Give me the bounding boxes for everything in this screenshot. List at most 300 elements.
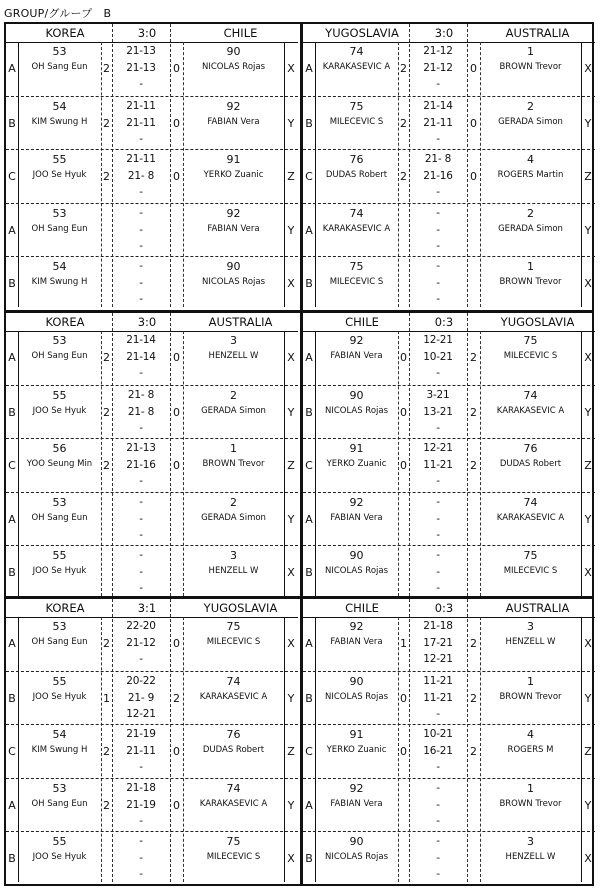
game1-score: -	[139, 835, 143, 847]
player1-games-won: 2	[400, 116, 407, 130]
player2-slot: X	[584, 637, 592, 650]
game1-score: -	[436, 549, 440, 561]
player2-name: NICOLAS Rojas	[201, 277, 266, 287]
player1-slot: C	[8, 745, 16, 758]
game3-score: -	[139, 868, 143, 880]
game1-score: 21- 8	[424, 153, 452, 165]
player1-name: JOO Se Hyuk	[32, 566, 87, 576]
game1-score: -	[139, 206, 143, 219]
player2-games-won: 0	[173, 62, 180, 75]
match-row	[6, 256, 298, 310]
player2-number: 91	[226, 153, 241, 166]
team2-name: YUGOSLAVIA	[203, 601, 278, 615]
player1-number: 90	[349, 388, 364, 402]
player1-games-won: 0	[400, 351, 407, 364]
player1-name: KARAKASEVIC A	[322, 62, 391, 72]
game1-score: 21-13	[126, 442, 156, 454]
player2-slot: Y	[584, 512, 592, 526]
player2-name: HENZELL W	[505, 852, 556, 862]
player1-name: OH Sang Eun	[31, 62, 88, 72]
game3-score: -	[436, 293, 440, 305]
player2-number: 74	[523, 495, 538, 509]
game2-score: -	[139, 512, 143, 525]
player1-number: 75	[349, 260, 364, 273]
player2-games-won: 2	[173, 691, 180, 705]
player2-slot: Z	[584, 459, 592, 472]
player1-slot: B	[305, 116, 313, 130]
player2-games-won: 2	[470, 637, 477, 650]
player2-games-won: 0	[173, 351, 180, 364]
player1-slot: B	[305, 566, 313, 579]
game3-score: -	[436, 78, 440, 90]
player1-number: 92	[349, 495, 364, 509]
player1-number: 55	[52, 153, 67, 166]
player2-name: BROWN Trevor	[499, 62, 562, 72]
player1-slot: B	[8, 277, 16, 290]
player1-slot: A	[8, 637, 16, 650]
game2-score: 16-21	[423, 745, 453, 757]
player2-number: 2	[230, 495, 237, 509]
game2-score: 21-12	[423, 62, 453, 74]
game3-score: -	[436, 367, 440, 379]
player1-number: 56	[52, 442, 67, 455]
player1-number: 76	[349, 153, 364, 166]
player2-name: GERADA Simon	[201, 405, 266, 416]
match-row	[303, 545, 595, 599]
player2-number: 2	[527, 206, 534, 220]
results-table	[4, 22, 594, 886]
match-right	[303, 599, 595, 882]
game2-score: 11-21	[423, 691, 453, 704]
player1-number: 90	[349, 674, 364, 688]
player1-name: DUDAS Robert	[325, 170, 388, 180]
player2-slot: Y	[287, 798, 295, 812]
game1-score: -	[139, 549, 143, 561]
player1-games-won: 2	[103, 459, 110, 472]
player2-name: DUDAS Robert	[499, 459, 562, 469]
player2-slot: Y	[287, 691, 295, 705]
player1-name: YOO Seung Min	[26, 459, 93, 469]
player2-name: MILECEVIC S	[206, 637, 261, 647]
match-section	[6, 313, 592, 596]
player2-slot: X	[287, 62, 295, 75]
player1-slot: C	[8, 170, 16, 183]
player1-number: 53	[52, 334, 67, 347]
player1-name: MILECEVIC S	[329, 116, 384, 127]
player2-name: KARAKASEVIC A	[496, 405, 565, 416]
player2-name: BROWN Trevor	[499, 691, 562, 702]
player1-games-won: 2	[103, 745, 110, 758]
player1-number: 55	[52, 835, 67, 848]
game3-score: -	[436, 475, 440, 487]
match-row	[303, 42, 595, 95]
player2-slot: X	[584, 566, 592, 579]
player1-games-won: 1	[103, 691, 110, 705]
game2-score: 21-16	[423, 170, 453, 182]
player1-name: KIM Swung H	[31, 745, 88, 755]
game1-score: -	[139, 495, 143, 508]
game1-score: 21- 8	[127, 388, 155, 401]
player1-name: YERKO Zuanic	[326, 745, 387, 755]
player1-number: 53	[52, 495, 67, 509]
player1-name: OH Sang Eun	[31, 798, 88, 809]
player2-number: 1	[527, 674, 534, 688]
player2-slot: X	[287, 852, 295, 865]
match-row	[6, 331, 298, 384]
match-header	[303, 313, 595, 332]
game2-score: 21-14	[126, 351, 156, 363]
match-header	[6, 599, 298, 618]
game3-score: -	[139, 814, 143, 827]
match-header	[6, 24, 298, 43]
player1-slot: A	[8, 798, 16, 812]
game3-score: -	[436, 814, 440, 827]
player1-name: JOO Se Hyuk	[32, 691, 87, 702]
player2-name: YERKO Zuanic	[203, 170, 264, 180]
game2-score: 13-21	[423, 405, 453, 418]
match-row	[303, 385, 595, 439]
player2-name: BROWN Trevor	[499, 277, 562, 287]
player2-games-won: 0	[470, 170, 477, 183]
game1-score: 21-12	[423, 45, 453, 57]
game3-score: -	[436, 761, 440, 773]
game1-score: 12-21	[423, 334, 453, 346]
player2-name: MILECEVIC S	[503, 351, 558, 361]
player1-slot: A	[305, 798, 313, 812]
player2-number: 75	[226, 620, 241, 633]
player2-name: HENZELL W	[208, 566, 259, 576]
game2-score: -	[436, 277, 440, 289]
game3-score: -	[139, 475, 143, 487]
match-section	[6, 599, 592, 882]
game2-score: 21- 9	[127, 691, 155, 704]
player2-number: 1	[527, 260, 534, 273]
game1-score: -	[436, 206, 440, 219]
game2-score: 10-21	[423, 351, 453, 363]
game2-score: -	[436, 512, 440, 525]
match-left	[6, 24, 298, 307]
match-row	[6, 831, 298, 885]
player2-slot: Y	[287, 223, 295, 237]
player2-number: 92	[226, 99, 241, 113]
player2-games-won: 2	[470, 459, 477, 472]
player2-number: 76	[523, 442, 538, 455]
player2-games-won: 0	[173, 459, 180, 472]
player1-games-won: 2	[103, 116, 110, 130]
game1-score: 22-20	[126, 620, 156, 632]
player2-name: KARAKASEVIC A	[496, 512, 565, 523]
player1-slot: B	[8, 566, 16, 579]
player2-name: GERADA Simon	[201, 512, 266, 523]
game1-score: 20-22	[126, 674, 156, 687]
match-row	[6, 671, 298, 725]
game1-score: -	[436, 781, 440, 794]
game2-score: -	[139, 223, 143, 236]
player1-slot: B	[305, 852, 313, 865]
player2-number: 76	[226, 728, 241, 741]
match-row	[6, 724, 298, 778]
player1-slot: B	[305, 405, 313, 419]
player2-number: 3	[230, 334, 237, 347]
game3-score: -	[436, 868, 440, 880]
player2-slot: Y	[584, 116, 592, 130]
player1-slot: B	[8, 852, 16, 865]
game1-score: 21-13	[126, 45, 156, 57]
player1-games-won: 2	[103, 170, 110, 183]
player1-games-won: 2	[103, 62, 110, 75]
player1-number: 54	[52, 260, 67, 273]
player1-games-won: 2	[103, 798, 110, 812]
game2-score: -	[139, 277, 143, 289]
team1-name: KOREA	[45, 315, 85, 329]
game3-score: -	[139, 761, 143, 773]
game2-score: 21-12	[126, 637, 156, 649]
player2-number: 2	[527, 99, 534, 113]
game1-score: 21-18	[423, 620, 453, 632]
player1-slot: C	[8, 459, 16, 472]
player2-name: MILECEVIC S	[503, 566, 558, 576]
team2-name: AUSTRALIA	[505, 601, 570, 615]
player1-name: NICOLAS Rojas	[324, 852, 389, 862]
player2-number: 3	[527, 835, 534, 848]
player2-name: HENZELL W	[208, 351, 259, 361]
game2-score: 21-13	[126, 62, 156, 74]
match-row	[6, 96, 298, 150]
player1-number: 53	[52, 781, 67, 795]
game3-score: -	[139, 293, 143, 305]
player2-number: 1	[527, 45, 534, 58]
player2-name: KARAKASEVIC A	[199, 691, 268, 702]
player2-number: 2	[230, 388, 237, 402]
player2-games-won: 0	[173, 405, 180, 419]
player2-slot: Z	[287, 170, 295, 183]
player1-name: NICOLAS Rojas	[324, 566, 389, 576]
match-score: 3:0	[434, 26, 454, 40]
player1-slot: A	[305, 62, 313, 75]
player1-name: NICOLAS Rojas	[324, 691, 389, 702]
game2-score: -	[436, 798, 440, 811]
player1-games-won: 0	[400, 405, 407, 419]
player2-slot: X	[584, 852, 592, 865]
player1-number: 53	[52, 45, 67, 58]
player1-name: NICOLAS Rojas	[324, 405, 389, 416]
player2-games-won: 0	[173, 745, 180, 758]
player2-slot: X	[287, 566, 295, 579]
player2-slot: Y	[287, 512, 295, 526]
player2-slot: Y	[584, 691, 592, 705]
player2-number: 74	[226, 674, 241, 688]
game3-score: -	[436, 239, 440, 252]
player2-name: KARAKASEVIC A	[199, 798, 268, 809]
player2-games-won: 0	[173, 798, 180, 812]
player1-number: 75	[349, 99, 364, 113]
match-row	[6, 203, 298, 257]
match-section	[6, 24, 592, 307]
page-title: GROUP/グループ B	[4, 7, 112, 20]
game2-score: 21-11	[423, 116, 453, 129]
game1-score: -	[436, 260, 440, 272]
match-row	[6, 617, 298, 670]
game2-score: 21-11	[126, 745, 156, 757]
player1-number: 55	[52, 388, 67, 402]
player2-slot: Z	[287, 745, 295, 758]
player1-slot: A	[305, 223, 313, 237]
game1-score: -	[436, 495, 440, 508]
player1-number: 92	[349, 334, 364, 347]
match-header	[303, 599, 595, 618]
player1-number: 55	[52, 674, 67, 688]
player1-games-won: 0	[400, 691, 407, 705]
player2-number: 4	[527, 153, 534, 166]
game2-score: -	[139, 566, 143, 578]
section-divider	[6, 596, 592, 599]
player1-name: KARAKASEVIC A	[322, 223, 391, 234]
player1-slot: A	[8, 62, 16, 75]
game1-score: 21-14	[423, 99, 453, 112]
player2-slot: X	[287, 277, 295, 290]
game1-score: 10-21	[423, 728, 453, 740]
match-right	[303, 313, 595, 596]
player1-slot: B	[8, 116, 16, 130]
match-right	[303, 24, 595, 307]
player1-name: KIM Swung H	[31, 277, 88, 287]
game3-score: -	[436, 186, 440, 198]
player1-name: JOO Se Hyuk	[32, 170, 87, 180]
player2-name: DUDAS Robert	[202, 745, 265, 755]
match-row	[303, 331, 595, 384]
player2-name: FABIAN Vera	[207, 116, 260, 127]
player1-name: FABIAN Vera	[330, 512, 383, 523]
team2-name: AUSTRALIA	[505, 26, 570, 40]
match-row	[6, 492, 298, 546]
player2-slot: Z	[287, 459, 295, 472]
match-row	[303, 96, 595, 150]
game3-score: -	[436, 421, 440, 434]
game3-score: 12-21	[423, 653, 453, 665]
match-left	[6, 313, 298, 596]
player2-games-won: 2	[470, 405, 477, 419]
match-row	[303, 778, 595, 832]
match-row	[303, 617, 595, 670]
player2-name: HENZELL W	[505, 637, 556, 647]
player1-name: OH Sang Eun	[31, 512, 88, 523]
game2-score: 11-21	[423, 459, 453, 471]
match-score: 3:0	[137, 26, 157, 40]
match-row	[6, 385, 298, 439]
player2-slot: X	[287, 351, 295, 364]
player2-name: ROGERS Martin	[497, 170, 564, 180]
player1-number: 54	[52, 728, 67, 741]
player2-slot: Y	[584, 798, 592, 812]
player1-name: KIM Swung H	[31, 116, 88, 127]
player2-games-won: 2	[470, 691, 477, 705]
player2-number: 75	[523, 334, 538, 347]
match-score: 0:3	[434, 315, 454, 329]
match-row	[303, 438, 595, 492]
player1-number: 74	[349, 45, 364, 58]
player1-slot: A	[8, 223, 16, 237]
match-row	[303, 831, 595, 885]
player2-name: BROWN Trevor	[499, 798, 562, 809]
player2-games-won: 2	[470, 351, 477, 364]
player2-number: 3	[527, 620, 534, 633]
game3-score: -	[139, 367, 143, 379]
player1-name: FABIAN Vera	[330, 351, 383, 361]
player1-number: 90	[349, 835, 364, 848]
match-left	[6, 599, 298, 882]
team1-name: CHILE	[345, 601, 379, 615]
player1-number: 92	[349, 620, 364, 633]
game2-score: 21- 8	[127, 405, 155, 418]
match-row	[303, 203, 595, 257]
player1-games-won: 2	[103, 637, 110, 650]
game3-score: -	[139, 528, 143, 541]
player1-slot: A	[8, 512, 16, 526]
match-row	[303, 492, 595, 546]
player1-slot: B	[8, 405, 16, 419]
player1-games-won: 0	[400, 745, 407, 758]
match-score: 3:0	[137, 315, 157, 329]
player1-slot: A	[305, 637, 313, 650]
player1-number: 54	[52, 99, 67, 113]
player2-slot: Z	[584, 170, 592, 183]
player2-name: NICOLAS Rojas	[201, 62, 266, 72]
player1-number: 90	[349, 549, 364, 562]
player1-slot: B	[305, 691, 313, 705]
game2-score: -	[139, 852, 143, 864]
player1-games-won: 2	[400, 170, 407, 183]
game1-score: 21-11	[126, 99, 156, 112]
game1-score: 21-11	[126, 153, 156, 165]
player1-slot: A	[8, 351, 16, 364]
player2-games-won: 0	[173, 170, 180, 183]
player2-slot: X	[584, 351, 592, 364]
player2-number: 3	[230, 549, 237, 562]
player2-number: 90	[226, 260, 241, 273]
player2-name: FABIAN Vera	[207, 223, 260, 234]
player2-number: 75	[226, 835, 241, 848]
player1-games-won: 2	[103, 351, 110, 364]
match-score: 0:3	[434, 601, 454, 615]
game2-score: 21- 8	[127, 170, 155, 182]
player2-number: 74	[226, 781, 241, 795]
team2-name: CHILE	[223, 26, 258, 40]
section-divider	[6, 310, 592, 313]
match-row	[6, 438, 298, 492]
player1-games-won: 1	[400, 637, 407, 650]
player1-name: YERKO Zuanic	[326, 459, 387, 469]
match-score: 3:1	[137, 601, 157, 615]
game1-score: -	[436, 835, 440, 847]
game3-score: -	[436, 528, 440, 541]
game2-score: 21-19	[126, 798, 156, 811]
match-row	[6, 42, 298, 95]
player2-slot: Y	[287, 116, 295, 130]
player1-name: FABIAN Vera	[330, 637, 383, 647]
player2-slot: Y	[287, 405, 295, 419]
player1-slot: A	[305, 512, 313, 526]
player1-number: 55	[52, 549, 67, 562]
match-row	[6, 149, 298, 203]
game1-score: 21-14	[126, 334, 156, 346]
player2-slot: X	[287, 637, 295, 650]
match-row	[6, 778, 298, 832]
game1-score: 21-19	[126, 728, 156, 740]
match-row	[303, 149, 595, 203]
player2-slot: Y	[584, 405, 592, 419]
game2-score: 17-21	[423, 637, 453, 649]
player1-name: OH Sang Eun	[31, 351, 88, 361]
